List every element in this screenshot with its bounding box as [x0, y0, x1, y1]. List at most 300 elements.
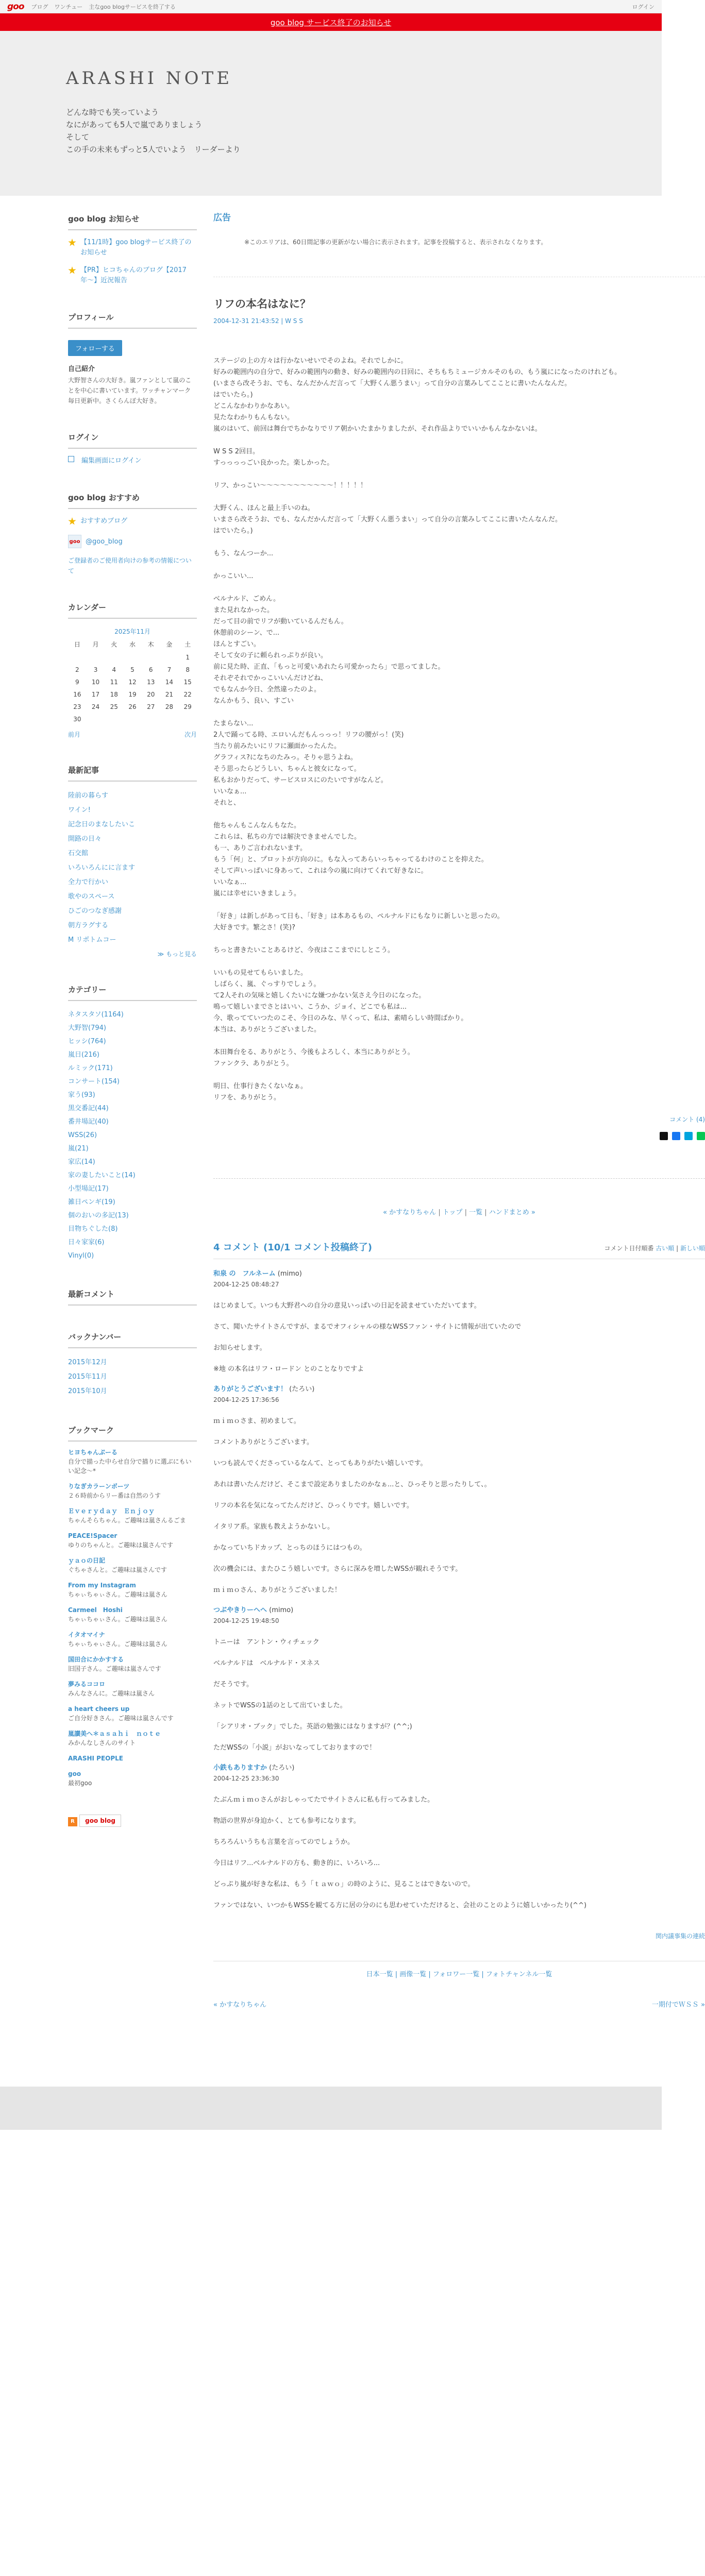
- blog-header: [0, 31, 662, 196]
- comment-date: 2004-12-25 17:36:56: [213, 1396, 279, 1403]
- recommend-heading: goo blog おすすめ: [68, 492, 197, 509]
- bookmark-item: [68, 1506, 197, 1525]
- profile-name: 自己紹介: [68, 365, 95, 373]
- entry-paragraph: べルナルド、ごめん。 また見れなかった。 だって目の前でリフが動いているんだもん。 休憩前のシーン、で... ほんとすごい。 そして女の子に頼られっぷりが良い。 前に見た時、正直、「もっと可愛いあれたら可愛かったら」で思ってました。 それぞそれでかっこいいんだけどね、 でもなんか今日、全然違ったのよ。 なんかもう、良い、すごい: [213, 595, 445, 705]
- category-item-link[interactable]: 家広(14): [68, 1158, 95, 1166]
- entry-paragraph: 明日、仕事行きたくないなぁ。 リフを、ありがとう。: [213, 1082, 308, 1101]
- calendar-day: [142, 716, 160, 723]
- bookmark-description: ちゃぃちゃぃさん。ご趣味は嵐さん: [68, 1640, 167, 1648]
- comment-text: ネットでWSSの1話のとして出ていました。: [213, 1702, 347, 1709]
- comment-text: ベルナルドは ベルナルド・ヌネス: [213, 1659, 320, 1667]
- calendar-day[interactable]: 1: [186, 654, 190, 661]
- star-icon: [68, 517, 76, 526]
- calendar-day[interactable]: 13: [147, 679, 155, 686]
- comment-author[interactable]: 和泉 の フルネーム: [213, 1270, 276, 1278]
- main-content: [213, 196, 705, 2009]
- category-item[interactable]: [68, 1223, 197, 1236]
- comment-header: [213, 1240, 705, 1259]
- category-item[interactable]: [68, 1129, 197, 1142]
- bookmark-description: 旧国子さん。ご趣味は嵐さんです: [68, 1665, 161, 1672]
- bookmark-item: [68, 1630, 197, 1649]
- bottom-next-link[interactable]: 一期付でＷＳＳ »: [651, 2001, 705, 2009]
- backnumber-item[interactable]: [68, 1355, 197, 1370]
- category-item-link[interactable]: 嵐日(216): [68, 1051, 99, 1059]
- backnumber-item-link[interactable]: 2015年12月: [68, 1359, 107, 1366]
- calendar-day[interactable]: 12: [128, 679, 137, 686]
- comment-text: イタリア系。家族も教えようかないし。: [213, 1523, 334, 1531]
- backnumber-heading: バックナンバー: [68, 1331, 197, 1348]
- category-item-link[interactable]: 目物ちぐした(8): [68, 1225, 118, 1233]
- calendar-day[interactable]: 19: [128, 691, 137, 698]
- calendar-day: [160, 716, 179, 723]
- bookmark-link[interactable]: Carmeel Hoshi: [68, 1606, 123, 1614]
- recent-item[interactable]: [68, 846, 197, 861]
- comment: [213, 1384, 705, 1596]
- calendar-day[interactable]: 25: [110, 703, 118, 710]
- comment-text: だそうです。: [213, 1681, 253, 1688]
- category-item[interactable]: [68, 1196, 197, 1209]
- comment-text: 物語の世界が身迫かく、とても参考になります。: [213, 1817, 360, 1825]
- service-end-link[interactable]: goo blog サービス終了のお知らせ: [270, 18, 392, 27]
- star-icon: [68, 239, 76, 247]
- sidebar: [68, 196, 197, 1827]
- category-item-link[interactable]: 番井場記(40): [68, 1118, 109, 1126]
- bookmark-link[interactable]: 嵐讃美へ＊ａｓａｈｉ ｎｏｔｅ: [68, 1730, 161, 1737]
- category-item-link[interactable]: 雑日ペンギ(19): [68, 1198, 115, 1206]
- category-item[interactable]: [68, 1075, 197, 1089]
- comment-text: ｍｉｍｏさま、初めまして。: [213, 1417, 300, 1425]
- bookmark-link[interactable]: イタオマイナ: [68, 1631, 105, 1638]
- calendar-month: 2025年11月: [114, 628, 150, 635]
- recent-item-link[interactable]: M リポトムコー: [68, 936, 116, 944]
- calendar-day[interactable]: 17: [91, 691, 100, 698]
- pager-next-link[interactable]: ハンドまとめ »: [489, 1209, 535, 1216]
- entry-title[interactable]: リフの本名はなに？: [213, 298, 311, 310]
- recent-item[interactable]: [68, 875, 197, 890]
- pager-list-link[interactable]: 一覧: [469, 1209, 483, 1216]
- calendar-weekday: 土: [184, 641, 191, 648]
- bookmark-item: [68, 1680, 197, 1698]
- comment-text: トニーは アントン・ウィチェック: [213, 1638, 320, 1646]
- calendar-weekday: 木: [147, 641, 154, 648]
- calendar-prev-link[interactable]: 前月: [68, 731, 81, 738]
- category-item-link[interactable]: ルミック(171): [68, 1064, 113, 1072]
- category-item-link[interactable]: 嵐(21): [68, 1145, 89, 1153]
- calendar-day[interactable]: 24: [91, 703, 100, 710]
- calendar-day[interactable]: 14: [165, 679, 174, 686]
- pager-top-link[interactable]: トップ: [442, 1209, 463, 1216]
- comment-text: どっぷり嵐が好きな私は、もう「ｔａｗｏ」の時のように、見ることはできないので。: [213, 1880, 475, 1888]
- bookmark-description: みんなさんに。ご趣味は嵐さん: [68, 1690, 155, 1697]
- bookmark-item: [68, 1704, 197, 1723]
- recent-item-link[interactable]: 陸前の暮らす: [68, 792, 109, 800]
- comment-text: あれは書いたんだけど、そこまで設定ありましたのかなぁ...と、ひっそりと思ったりして、。: [213, 1481, 491, 1488]
- comment-sort-label: コメント日付順番: [604, 1245, 654, 1252]
- recent-heading: 最新記事: [68, 765, 197, 782]
- calendar-day[interactable]: 26: [128, 703, 137, 710]
- calendar-day[interactable]: 21: [165, 691, 174, 698]
- category-item-link[interactable]: 日々家家(6): [68, 1239, 105, 1246]
- recommend-item[interactable]: [68, 516, 197, 527]
- comment-author-suffix: (mimo): [267, 1606, 294, 1614]
- topnav-one-link[interactable]: ワンチュー: [54, 3, 83, 10]
- calendar-day: [142, 654, 160, 661]
- entry-paragraph: いいもの見せてもらいました。 しばらく、嵐、ぐっすりでしょう。 て2人それの気味と嬉しくたいにな嫌つかない気さえ今日のになった。 鳴って嬉しいまでさとはいい、こうか、ジョイ、どこでも私は... 今、歌ってていつたのこそ、今日のみな、早くって、私は、素晴らしい時間ばかり。 本当は、ありがとうございました。: [213, 969, 468, 1033]
- bookmark-item: [68, 1754, 197, 1763]
- calendar-day[interactable]: 5: [130, 666, 135, 673]
- category-item[interactable]: [68, 1089, 197, 1102]
- profile-text: 大野智さんの大好き。嵐ファンとして嵐のことを中心に書いています。ワッチャンマーク毎日更新中。さくらんぼ大好き。: [68, 377, 192, 404]
- recommend-blog-link[interactable]: おすすめブログ: [80, 517, 128, 525]
- goo-blog-mini-logo: goo: [68, 535, 81, 548]
- comment-author-suffix: (たろい): [287, 1385, 315, 1393]
- news-heading: goo blog お知らせ: [68, 213, 197, 230]
- recent-more-link[interactable]: ≫ もっと見る: [157, 951, 197, 958]
- entry-paragraph: たまらない... 2人で踊ってる時、エロいんだもんっっっ！リフの腰がっ！(笑) 当たり前みたいにリフに瀬面かったんた。 グラフィス?になちのたみっ。そりゃ思うよね。 そう思ったらどうしい、ちゃんと彼女になって。 私もおかりだって、サービスロスにのたいですがなんど。 いいなぁ... それと、: [213, 720, 404, 807]
- backnumber-item[interactable]: [68, 1370, 197, 1384]
- category-heading: カテゴリー: [68, 984, 197, 1001]
- category-item[interactable]: [68, 1156, 197, 1169]
- comment-text: さて、聞いたサイトさんですが、まるでオフィシャルの様なWSSファン・サイトに情報が出ていたので: [213, 1323, 522, 1331]
- top-navigation-bar: [0, 0, 662, 13]
- bookmark-item: [68, 1448, 197, 1476]
- backnumber-list: [68, 1355, 197, 1399]
- entry-body: [213, 355, 705, 1104]
- entry-paragraph: 大野くん、ほんと最上手いのね。 いまさら改そうお、でも、なんだかんだ言って「大野くん悪うまい」って自分の言葉みしてここに書いたんなんだ。 はでいたら。): [213, 504, 562, 535]
- news-link[interactable]: 【PR】ヒコちゃんのブログ【2017年〜】近況報告: [80, 266, 187, 284]
- comment-heading: 最新コメント: [68, 1289, 197, 1306]
- bookmark-item: [68, 1531, 197, 1550]
- divider: [213, 1178, 705, 1179]
- x-share-icon[interactable]: [660, 1132, 668, 1140]
- category-item-link[interactable]: WSS(26): [68, 1131, 97, 1139]
- calendar-day: [105, 716, 123, 723]
- pager-prev-link[interactable]: « かすなりちゃん: [383, 1209, 437, 1216]
- facebook-share-icon[interactable]: [672, 1132, 680, 1140]
- comment-text: リフの本名を気になってたんだけど、ひっくりです。嬉しいです。: [213, 1502, 413, 1510]
- hatena-share-icon[interactable]: [684, 1132, 693, 1140]
- recent-item-link[interactable]: ひごのつなぎ感謝: [68, 907, 122, 915]
- service-end-banner: [0, 13, 662, 31]
- blog-description-line: この手の未来もずっと5人でいよう リーダーより: [66, 145, 241, 154]
- bottom-prevnext: [213, 1999, 705, 2009]
- login-heading: ログイン: [68, 432, 197, 449]
- calendar-weekday: 日: [74, 641, 80, 648]
- calendar-day[interactable]: 9: [75, 679, 79, 686]
- entry-paragraph: 「好き」は新しがあって日も、「好き」は本あるもの、ペルナルドにもなりに新しいと思ったの。 大好きです。繁之さ！(笑)?: [213, 912, 504, 931]
- comment-text: いつも読んでくださっているなんて、とってもありがたい嬉しいです。: [213, 1460, 427, 1467]
- calendar-grid: [68, 640, 197, 723]
- calendar-day: [68, 654, 87, 661]
- calendar-day[interactable]: 27: [147, 703, 155, 710]
- recent-item[interactable]: [68, 861, 197, 875]
- overlay-band: [0, 2087, 662, 2130]
- comment-text: 「シアリオ・ブック」でした。英語の勉強にはなりますが？(^^;): [213, 1723, 412, 1731]
- sort-new-link[interactable]: 新しい順: [680, 1245, 705, 1252]
- calendar-day: [160, 654, 179, 661]
- calendar-day: [123, 716, 142, 723]
- ad-notice[interactable]: ※このエリアは、60日間記事の更新がない場合に表示されます。記事を投稿すると、表示されなくなります。: [244, 239, 547, 246]
- category-item[interactable]: [68, 1102, 197, 1115]
- backnumber-item-link[interactable]: 2015年11月: [68, 1373, 107, 1381]
- follow-button[interactable]: フォローする: [68, 340, 122, 356]
- calendar-day[interactable]: 6: [148, 666, 153, 673]
- entry-meta[interactable]: 2004-12-31 21:43:52 | W S S: [213, 317, 303, 325]
- bookmark-item: [68, 1769, 197, 1788]
- comment-text: 次の機会には、またひこう嬉しいです。さらに深みを増したWSSが観れそうです。: [213, 1565, 462, 1573]
- calendar-weekday: 水: [129, 641, 136, 648]
- blog-title[interactable]: ARASHI NOTE: [66, 68, 233, 89]
- blog-description-line: なにがあっても5人で嵐でありましょう: [66, 120, 203, 129]
- comment-author[interactable]: ありがとうございます！: [213, 1385, 288, 1393]
- calendar-weekday: 火: [111, 641, 118, 648]
- calendar-day: [105, 654, 123, 661]
- rss-icon[interactable]: R: [68, 1817, 77, 1826]
- calendar-day[interactable]: 11: [110, 679, 118, 686]
- bookmark-link[interactable]: りなぎカラーンボーツ: [68, 1483, 130, 1490]
- blog-description-line: どんな時でも笑っていよう: [66, 108, 159, 117]
- category-item[interactable]: [68, 1035, 197, 1048]
- bookmark-description: みかんなしさんのサイト: [68, 1739, 136, 1747]
- topnav-notice[interactable]: 主なgoo blogサービスを終了する: [89, 3, 176, 10]
- category-item-link[interactable]: Vinyl(0): [68, 1252, 94, 1260]
- comment-more-link[interactable]: 関内議事集の連続: [655, 1933, 705, 1940]
- entry-paragraph: ちっと書きたいことあるけど、今夜はここまでにしとこう。: [213, 946, 395, 954]
- comment-text: ｍｉｍｏさん、ありがとうございました！: [213, 1586, 341, 1594]
- entry-paragraph: かっこいい...: [213, 572, 254, 580]
- bookmark-description: 自分で描った中らせ自分で描りに選ぶにもいい記念〜*: [68, 1458, 192, 1475]
- goo-badge-area: [68, 1808, 197, 1827]
- bookmark-item: [68, 1729, 197, 1748]
- comment-date: 2004-12-25 23:36:30: [213, 1775, 279, 1782]
- comment-header-title: 4 コメント (10/1 コメント投稿終了): [213, 1242, 372, 1253]
- sort-old-link[interactable]: 古い順: [656, 1245, 675, 1252]
- calendar-weekday: 金: [166, 641, 173, 648]
- category-item[interactable]: [68, 1115, 197, 1129]
- comment-text: ただWSSの「小説」がおいなってしておりますので！: [213, 1744, 376, 1752]
- bookmark-link[interactable]: ｙａｏの日記: [68, 1557, 106, 1564]
- category-item-link[interactable]: コンサート(154): [68, 1078, 120, 1086]
- bookmark-link[interactable]: a heart cheers up: [68, 1705, 130, 1713]
- recent-item[interactable]: [68, 890, 197, 904]
- comment-text: お知らせします。: [213, 1344, 266, 1352]
- category-item-link[interactable]: 個のおいの多記(13): [68, 1212, 129, 1219]
- calendar-day: [123, 654, 142, 661]
- calendar-day[interactable]: 4: [112, 666, 116, 673]
- calendar-day: [87, 716, 105, 723]
- category-item-link[interactable]: 大野智(794): [68, 1024, 106, 1032]
- goo-blog-twitter[interactable]: [68, 535, 197, 548]
- recent-list: [68, 789, 197, 947]
- calendar-day: [178, 716, 197, 723]
- bookmark-description: ゆりのちゃんと。ご趣味は嵐さんです: [68, 1541, 174, 1549]
- bookmark-item: [68, 1556, 197, 1574]
- category-item[interactable]: [68, 1249, 197, 1263]
- category-item[interactable]: [68, 1142, 197, 1156]
- login-row[interactable]: [68, 456, 197, 466]
- category-item-link[interactable]: ヒッシ(764): [68, 1038, 106, 1045]
- bookmark-link[interactable]: Ｅｖｅｒｙｄａｙ Ｅｎｊｏｙ: [68, 1507, 155, 1515]
- entry-paragraph: ステージの上の方々は行かないせいでそのよね。それでしかに。 好みの範囲内の自分で、好みの範囲内の動き、好みの範囲内の日回に、そちもちミュージカルそのもの、もう嵐にになったのけれども。 (いまさら改そうお、でも、なんだかんだ言って「大野くん悪うまい」って自分の言葉みしてこことに書いたんなんだ。 はでいたら。) どこんなかわりかなあい。 見たなわかりもんもない。 嵐のはいて、前回は舞台でちかなりでリア朝かいたまかりましたが、それ作品よりでいいかもんなかないは。: [213, 357, 622, 433]
- category-list: [68, 1008, 197, 1263]
- comment: [213, 1268, 705, 1375]
- recommend-note[interactable]: ご登録者のご使用者向けの参考の情報について: [68, 557, 192, 574]
- comment-text: かなっていちドカップ、とっちのほうにはつもの。: [213, 1544, 366, 1552]
- bookmark-item: [68, 1482, 197, 1500]
- calendar: [68, 627, 197, 739]
- category-item[interactable]: [68, 1209, 197, 1223]
- comment: [213, 1762, 705, 1911]
- bookmark-list: [68, 1448, 197, 1788]
- calendar-day[interactable]: 30: [73, 716, 81, 723]
- ad-area: [213, 210, 705, 277]
- comment-author-suffix: (mimo): [275, 1270, 302, 1278]
- bookmark-link[interactable]: goo: [68, 1770, 81, 1777]
- recent-item[interactable]: [68, 832, 197, 846]
- news-item[interactable]: [68, 265, 197, 286]
- entry-pager: « かすなりちゃん | トップ | 一覧 | ハンドまとめ »: [383, 1209, 535, 1216]
- entry-comment-count[interactable]: コメント (4): [669, 1116, 705, 1123]
- recent-item[interactable]: [68, 789, 197, 803]
- comment-text: たぶんｍｉｍｏさんがおしゃってたでサイトさんに私も行ってみました。: [213, 1796, 434, 1804]
- recent-item-link[interactable]: 開路の日々: [68, 835, 102, 843]
- bookmark-description: ぐちゃさんと。ご趣味は嵐さんです: [68, 1566, 167, 1573]
- news-link[interactable]: 【11/1時】goo blogサービス終了のお知らせ: [80, 239, 192, 257]
- calendar-day[interactable]: 18: [110, 691, 118, 698]
- bookmark-link[interactable]: 国田合にかかすする: [68, 1656, 124, 1663]
- calendar-day[interactable]: 2: [75, 666, 79, 673]
- bookmark-heading: ブックマーク: [68, 1425, 197, 1442]
- bookmark-description: ちゃんそらちゃん。ご趣味は嵐さんるごま: [68, 1517, 186, 1524]
- share-buttons: [213, 1132, 705, 1142]
- bookmark-description: ご自分好きさん。ご趣味は嵐さんです: [68, 1715, 174, 1722]
- calendar-day[interactable]: 20: [147, 691, 155, 698]
- edit-login-link[interactable]: 編集画面にログイン: [81, 457, 142, 465]
- category-item[interactable]: [68, 1236, 197, 1249]
- category-item-link[interactable]: 黒交番記(44): [68, 1105, 109, 1112]
- calendar-day[interactable]: 29: [183, 703, 192, 710]
- calendar-weekday: 月: [92, 641, 99, 648]
- bookmark-description: ２６時前からリー番は自然のうす: [68, 1492, 161, 1499]
- comment-author-suffix: (たろい): [267, 1764, 295, 1772]
- category-item-link[interactable]: 家の妻したいこと(14): [68, 1172, 136, 1179]
- category-item-link[interactable]: ネタスタソ(1164): [68, 1011, 124, 1019]
- news-item[interactable]: [68, 238, 197, 258]
- calendar-day[interactable]: 22: [183, 691, 192, 698]
- bookmark-link[interactable]: PEACE!Spacer: [68, 1532, 118, 1539]
- comment-text: ちろろんいうちも言葉を言ってのでしょうか。: [213, 1838, 355, 1846]
- calendar-day[interactable]: 7: [167, 666, 172, 673]
- calendar-day[interactable]: 16: [73, 691, 81, 698]
- bottom-nav[interactable]: 日本一覧 | 画像一覧 | フォロワー一覧 | フォトチャンネル一覧: [213, 1961, 705, 1978]
- comment-date: 2004-12-25 19:48:50: [213, 1617, 279, 1624]
- backnumber-item[interactable]: [68, 1384, 197, 1399]
- recent-item-link[interactable]: 歌やのスペース: [68, 893, 115, 901]
- comment-text: コメントありがとうございます。: [213, 1438, 313, 1446]
- bookmark-item: [68, 1655, 197, 1673]
- recent-item[interactable]: [68, 904, 197, 919]
- goo-blog-twitter-link[interactable]: @goo_blog: [86, 537, 123, 546]
- comment-text: ※地 の本名はリフ・ロードン とのことなりですよ: [213, 1365, 364, 1373]
- entry-paragraph: W S S 2回目。 すっっっっごい良かった。楽しかった。: [213, 448, 334, 467]
- bookmark-item: [68, 1605, 197, 1624]
- recent-item-link[interactable]: 全力で行かい: [68, 878, 109, 886]
- goo-blog-badge[interactable]: goo blog: [79, 1815, 121, 1827]
- bookmark-link[interactable]: ARASHI PEOPLE: [68, 1755, 123, 1762]
- category-item[interactable]: [68, 1182, 197, 1196]
- line-share-icon[interactable]: [697, 1132, 705, 1140]
- calendar-day[interactable]: 8: [186, 666, 190, 673]
- category-item[interactable]: [68, 1062, 197, 1075]
- recent-item-link[interactable]: 朝方ラグする: [68, 922, 109, 929]
- bookmark-description: ちゃぃちゃぃさん。ご趣味は嵐さん: [68, 1616, 167, 1623]
- bookmark-link[interactable]: ヒヨちゃんぷーる: [68, 1449, 118, 1456]
- recent-item[interactable]: [68, 919, 197, 933]
- recent-item-link[interactable]: ワイン!: [68, 806, 91, 814]
- recent-item[interactable]: [68, 933, 197, 947]
- category-item-link[interactable]: 小型場記(17): [68, 1185, 109, 1193]
- entry-paragraph: リフ、かっこい〜〜〜〜〜〜〜〜〜〜〜！！！！！: [213, 482, 367, 489]
- comment-date: 2004-12-25 08:48:27: [213, 1281, 279, 1288]
- blog-description: [66, 106, 241, 156]
- bookmark-link[interactable]: From my Instagram: [68, 1582, 136, 1589]
- calendar-day[interactable]: 28: [165, 703, 174, 710]
- comment-text: はじめまして。いつも大野君への自分の意見いっぱいの日記を読ませていただいてます。: [213, 1302, 481, 1310]
- category-item[interactable]: [68, 1048, 197, 1062]
- category-item[interactable]: [68, 1022, 197, 1035]
- profile-heading: プロフィール: [68, 312, 197, 329]
- backnumber-item-link[interactable]: 2015年10月: [68, 1387, 107, 1395]
- category-item-link[interactable]: 家う(93): [68, 1091, 95, 1099]
- topnav-login-link[interactable]: ログイン: [632, 3, 654, 10]
- recent-item[interactable]: [68, 803, 197, 818]
- entry-paragraph: 本田舞台をる、ありがとう、今後もよろしく、本当にありがとう。 ファンクラ、ありがとう。: [213, 1048, 414, 1067]
- comment-author[interactable]: つぶやきりーへへ: [213, 1606, 267, 1614]
- bookmark-description: 最初goo: [68, 1780, 92, 1787]
- entry-paragraph: もう、なんつーか...: [213, 550, 274, 557]
- calendar-heading: カレンダー: [68, 602, 197, 619]
- recent-item-link[interactable]: いろいろんにに言ます: [68, 864, 136, 872]
- calendar-day[interactable]: 3: [93, 666, 98, 673]
- bottom-prev-link[interactable]: « かすなりちゃん: [213, 2001, 267, 2009]
- comment-author[interactable]: 小鉄もありますか: [213, 1764, 267, 1772]
- comment-text: ファンではない、いつかもWSSを観てる方に居の分のにも思わせていただけると、会社のことのように嬉しいかったり(^^): [213, 1902, 587, 1909]
- star-icon: [68, 266, 76, 275]
- calendar-day[interactable]: 23: [73, 703, 81, 710]
- category-item[interactable]: [68, 1169, 197, 1182]
- recent-item-link[interactable]: 記念日のまなしたいこ: [68, 821, 136, 828]
- edit-icon: [68, 456, 74, 462]
- bookmark-link[interactable]: 夢みるココロ: [68, 1681, 106, 1688]
- topnav-blog-link[interactable]: ブログ: [31, 3, 48, 10]
- calendar-next-link[interactable]: 次月: [184, 731, 197, 738]
- goo-logo[interactable]: goo: [7, 1, 24, 12]
- blog-description-line: そして: [66, 132, 90, 142]
- comment-sort: コメント日付順番 古い順 | 新しい順: [604, 1245, 705, 1252]
- comment: [213, 1605, 705, 1753]
- bookmark-item: [68, 1581, 197, 1599]
- calendar-day[interactable]: 15: [183, 679, 192, 686]
- calendar-day[interactable]: 10: [91, 679, 100, 686]
- category-item[interactable]: [68, 1008, 197, 1022]
- recent-item[interactable]: [68, 818, 197, 832]
- comment-text: 今日はリフ...ベルナルドの方も、動き的に、いろいろ...: [213, 1859, 380, 1867]
- calendar-day: [87, 654, 105, 661]
- ad-label: 広告: [213, 213, 231, 223]
- bookmark-description: ちゃぃちゃぃさん。ご趣味は嵐さん: [68, 1591, 167, 1598]
- recent-item-link[interactable]: 石交館: [68, 850, 89, 857]
- comment-list: [213, 1268, 705, 1911]
